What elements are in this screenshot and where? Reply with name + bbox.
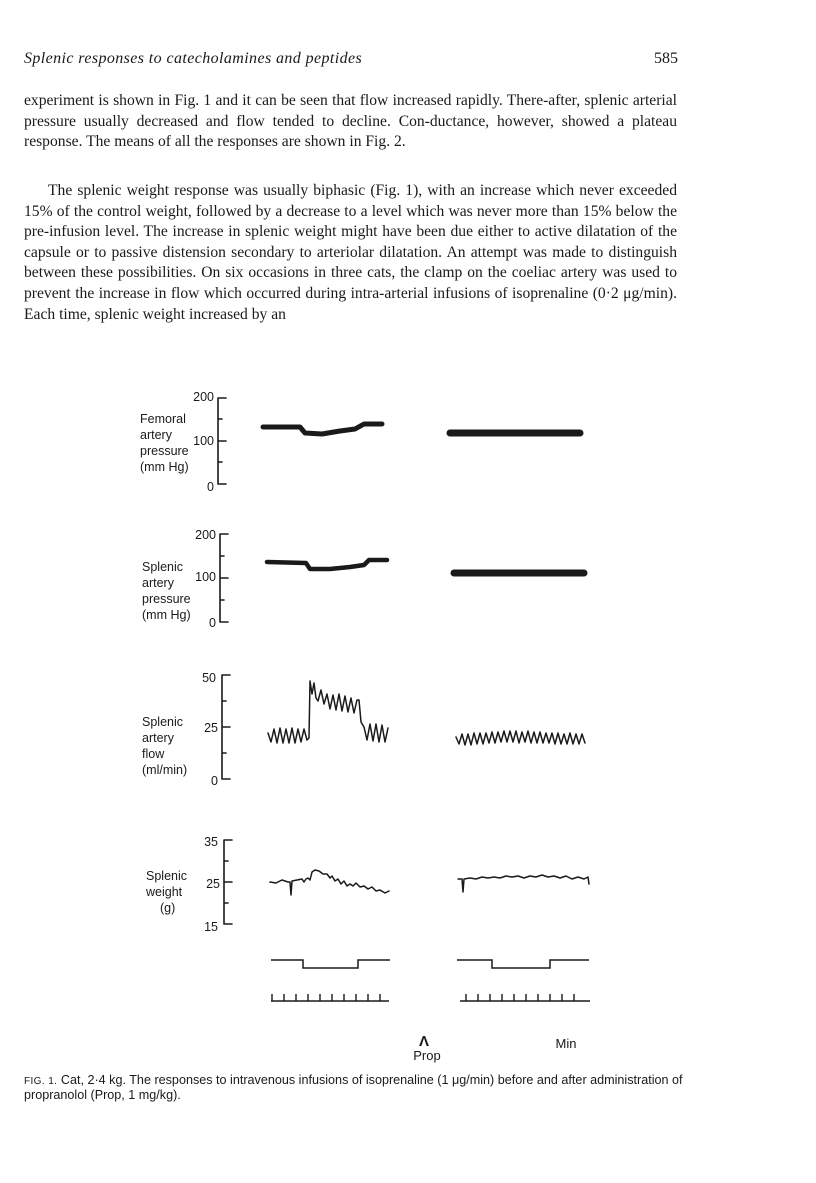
axis-label-line: pressure [140,444,189,458]
paragraph-text: experiment is shown in Fig. 1 and it can be seen that flow increased rapidly. There-after, splenic arterial pressure usually decreased and flow tended to decline. Con-ductance, however, showed a plateau response. The means of all the responses are shown in Fig. 2. [24,92,677,151]
infusion-signals [271,960,589,968]
axis-label-line: Splenic [142,715,183,729]
trace-weight-before [270,870,389,895]
time-label: Min [555,1036,577,1051]
panel-splenic-flow [142,671,218,788]
tick-label: 100 [193,434,214,448]
prop-marker-icon: Λ [418,1033,430,1050]
tick-label: 35 [204,835,218,849]
page-number: 585 [654,50,678,67]
tick-label: 15 [204,920,218,934]
trace-femoral-before [263,424,382,434]
trace-splenic-pressure-before [267,560,387,569]
running-title: Splenic responses to catecholamines and peptides [24,50,363,67]
figure-1 [0,300,816,1070]
tick-label: 200 [193,390,214,404]
tick-label: 25 [204,721,218,735]
prop-label: Prop [413,1048,441,1063]
axis-label-line: Splenic [142,560,183,574]
tick-label: 0 [209,616,216,630]
panel-splenic-weight [145,835,220,934]
axis-scale [222,675,230,779]
axis-label-line: (g) [160,901,176,915]
axis-label-line: artery [140,428,172,442]
axis-label-line: Femoral [140,412,186,426]
time-scale-before [271,994,389,1001]
axis-label-line: artery [142,576,174,590]
axis-label-line: (mm Hg) [142,608,191,622]
trace-weight-after [458,875,589,892]
axis-label-line: weight [146,885,183,899]
tick-label: 0 [211,774,218,788]
caption-text: Cat, 2·4 kg. The responses to intravenous infusions of isoprenaline (1 μg/min) before and after administration of propranolol (Prop, 1 mg/kg). [24,1073,683,1102]
trace-flow-after [456,731,585,745]
trace-flow-before [268,681,388,743]
axis-label-line: Splenic [146,869,187,883]
axis-label-line: flow [142,747,165,761]
panel-femoral-pressure [140,390,214,494]
axis-scale [224,840,232,924]
tick-label: 100 [195,570,216,584]
infusion-bar-before [271,960,390,968]
tick-label: 200 [195,528,216,542]
time-scale-after [460,994,590,1001]
axis-label-line: artery [142,731,174,745]
figure-label: FIG. 1. [24,1076,58,1087]
tick-label: 25 [206,877,220,891]
figure-caption [24,1074,684,1102]
axis-label-line: pressure [142,592,191,606]
panel-splenic-pressure [142,528,216,630]
axis-label-line: (ml/min) [142,763,188,777]
tick-label: 0 [207,480,214,494]
infusion-bar-after [457,960,589,968]
axis-label-line: (mm Hg) [140,460,189,474]
tick-label: 50 [202,671,216,685]
time-markers [271,994,590,1001]
body-paragraph-1 [24,91,677,153]
paragraph-text: The splenic weight response was usually biphasic (Fig. 1), with an increase which never exceeded 15% of the control weight, followed by a decrease to a level which was never more than 15% below the pre-infusion level. The increase in splenic weight might have been due either to active dilatation of the capsule or to passive distension secondary to arteriolar dilatation. An attempt was made to distinguish between these possibilities. On six occasions in three cats, the clamp on the coeliac artery was used to prevent the increase in flow which occurred during intra-arterial infusions of isoprenaline (0·2 μg/min). Each time, splenic weight increased by an [24,182,677,323]
axis-scale [218,398,226,484]
axis-scale [220,534,228,622]
